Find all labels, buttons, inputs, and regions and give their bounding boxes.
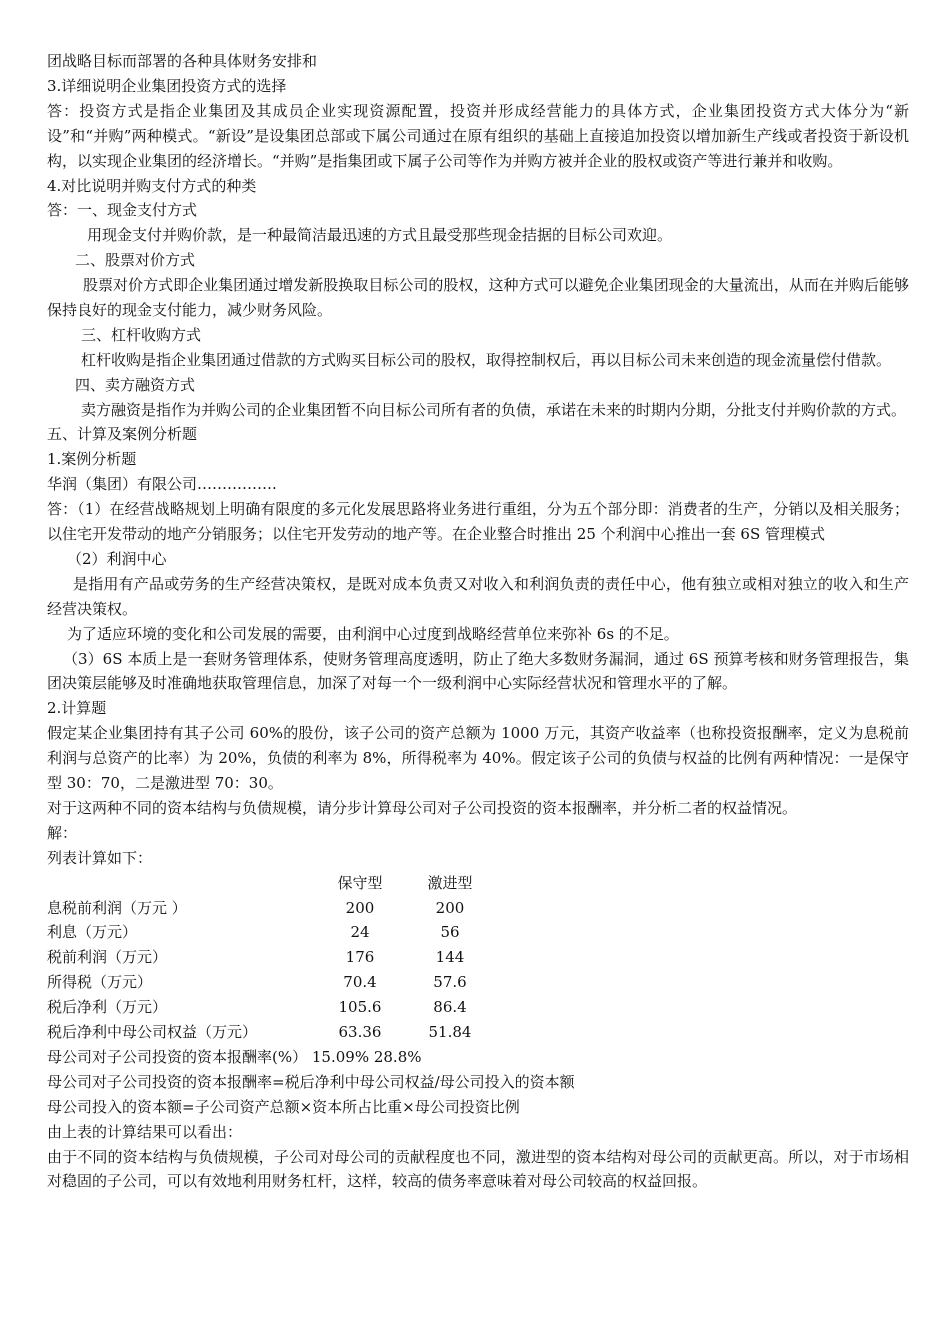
answer-paragraph: 是指用有产品或劳务的生产经营决策权，是既对成本负责又对收入和利润负责的责任中心，他有独立或相对独立的收入和生产经营决策权。 (47, 574, 909, 618)
aggressive-value: 144 (435, 948, 465, 967)
section-heading: 四、卖方融资方式 (75, 375, 196, 394)
section-heading: （2）利润中心 (67, 549, 167, 568)
column-header-aggressive: 激进型 (427, 873, 473, 892)
table-row (47, 920, 495, 945)
conservative-value: 105.6 (338, 998, 382, 1017)
table-row (47, 970, 495, 995)
answer-paragraph: 股票对价方式即企业集团通过增发新股换取目标公司的股权，这种方式可以避免企业集团现金的大量流出，从而在并购后能够保持良好的现金支付能力，减少财务风险。 (47, 276, 909, 319)
table-row (47, 995, 495, 1020)
section-heading: 五、计算及案例分析题 (47, 425, 198, 444)
answer-paragraph: 卖方融资是指作为并购公司的企业集团暂不向目标公司所有者的负债，承诺在未来的时期内分期，分批支付并购价款的方式。 (81, 400, 907, 419)
conservative-value: 176 (345, 948, 375, 967)
row-label: 税后净利（万元） (47, 998, 168, 1017)
table-header-row (47, 871, 495, 896)
conservative-value: 24 (350, 923, 370, 942)
row-label: 利息（万元） (47, 923, 138, 942)
question-heading: 4.对比说明并购支付方式的种类 (47, 176, 257, 195)
calculation-table (47, 871, 495, 1045)
row-label: 所得税（万元） (47, 973, 153, 992)
problem-question: 对于这两种不同的资本结构与负债规模，请分步计算母公司对子公司投资的资本报酬率，并分析二者的权益情况。 (47, 799, 798, 817)
aggressive-value: 86.4 (433, 998, 467, 1017)
row-label: 息税前利润（万元 ） (47, 898, 187, 917)
conclusion-intro: 由上表的计算结果可以看出： (47, 1122, 243, 1141)
answer-paragraph: 答：投资方式是指企业集团及其成员企业实现资源配置，投资并形成经营能力的具体方式，企业集团投资方式大体分为“新设”和“并购”两种模式。“新设”是设集团总部或下属公司通过在原有组织的基础上直接追加投资以增加新生产线或者投资于新设机构，以实现企业集团的经济增长。“并购”是指集团或下属子公司等作为并购方被并企业的股权或资产等进行兼并和收购。 (47, 101, 909, 170)
row-label: 税前利润（万元） (47, 948, 168, 967)
table-row (47, 945, 495, 970)
question-heading: 1.案例分析题 (47, 450, 137, 469)
answer-paragraph: 用现金支付并购价款，是一种最简洁最迅速的方式且最受那些现金拮据的目标公司欢迎。 (87, 226, 673, 245)
question-heading: 3.详细说明企业集团投资方式的选择 (47, 76, 287, 95)
aggressive-value: 57.6 (433, 973, 467, 992)
table-row (47, 1020, 495, 1045)
conclusion-paragraph: 由于不同的资本结构与负债规模，子公司对母公司的贡献程度也不同，激进型的资本结构对母公司的贡献更高。所以，对于市场相对稳固的子公司，可以有效地利用财务杠杆，这样，较高的债务率意味着对母公司较高的权益回报。 (47, 1147, 909, 1191)
question-heading: 2.计算题 (47, 699, 107, 718)
section-heading: 二、股票对价方式 (75, 251, 196, 270)
aggressive-value: 51.84 (428, 1023, 472, 1042)
conservative-value: 63.36 (338, 1023, 382, 1042)
answer-paragraph: 杠杆收购是指企业集团通过借款的方式购买目标公司的股权，取得控制权后，再以目标公司未来创造的现金流量偿付借款。 (81, 350, 892, 369)
aggressive-value: 56 (440, 923, 460, 942)
roe-result-line: 母公司对子公司投资的资本报酬率(%） 15.09% 28.8% (47, 1048, 422, 1067)
formula-line: 母公司投入的资本额=子公司资产总额×资本所占比重×母公司投资比例 (47, 1097, 520, 1116)
problem-paragraph: 假定某企业集团持有其子公司 60%的股份，该子公司的资产总额为 1000 万元，其资产收益率（也称投资报酬率，定义为息税前利润与总资产的比率）为 20%，负债的利率为 8%，所得税率为 40%。假定该子公司的负债与权益的比例有两种情况：一是保守型 30：70，二是激进型 70：30。 (47, 724, 909, 793)
conservative-value: 200 (345, 898, 375, 917)
row-label: 税后净利中母公司权益（万元） (47, 1023, 258, 1042)
section-heading: 三、杠杆收购方式 (81, 325, 202, 344)
formula-line: 母公司对子公司投资的资本报酬率=税后净利中母公司权益/母公司投入的资本额 (47, 1072, 575, 1091)
conservative-value: 70.4 (343, 973, 377, 992)
table-row (47, 896, 495, 921)
solution-label: 解： (47, 823, 78, 842)
document-body (47, 49, 909, 1194)
answer-heading: 答：一、现金支付方式 (47, 201, 198, 220)
table-intro: 列表计算如下： (47, 848, 153, 867)
case-title: 华润（集团）有限公司……………. (47, 475, 277, 494)
answer-paragraph: 答：（1）在经营战略规划上明确有限度的多元化发展思路将业务进行重组，分为五个部分即：消费者的生产，分销以及相关服务；以住宅开发带动的地产分销服务；以住宅开发劳动的地产等。在企业整合时推出 25 个利润中心推出一套 6S 管理模式 (47, 500, 909, 544)
answer-paragraph: 为了适应环境的变化和公司发展的需要，由利润中心过度到战略经营单位来弥补 6s 的不足。 (67, 624, 679, 643)
answer-paragraph: （3）6S 本质上是一套财务管理体系，使财务管理高度透明，防止了绝大多数财务漏洞，通过 6S 预算考核和财务管理报告，集团决策层能够及时准确地获取管理信息，加深了对每一个一级利润中心实际经营状况和管理水平的了解。 (47, 649, 909, 693)
text-line: 团战略目标而部署的各种具体财务安排和 (47, 52, 318, 70)
aggressive-value: 200 (435, 898, 465, 917)
column-header-conservative: 保守型 (337, 873, 383, 892)
